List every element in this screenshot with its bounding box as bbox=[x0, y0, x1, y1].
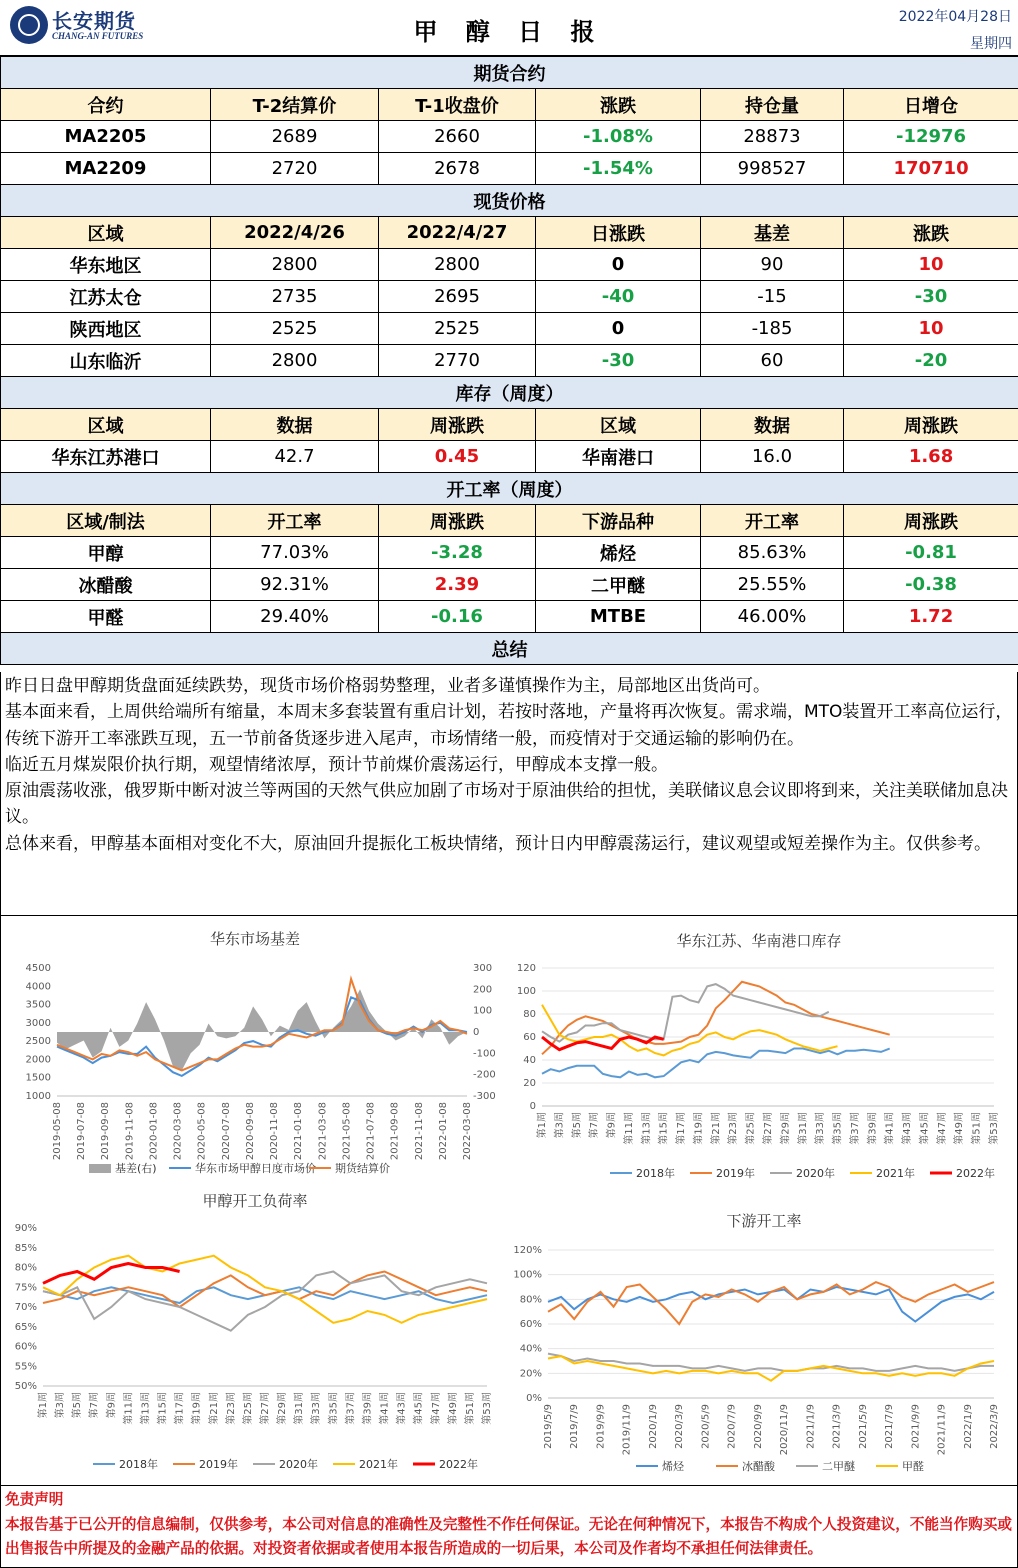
x-tick-label: 第47周 bbox=[430, 1392, 442, 1425]
downstream-operating-chart bbox=[510, 1212, 1018, 1486]
operating-cell: -0.38 bbox=[844, 569, 1018, 601]
spot-header-cell: 涨跌 bbox=[844, 217, 1018, 249]
report-header bbox=[0, 0, 1018, 56]
disclaimer-title: 免责声明 bbox=[5, 1491, 64, 1508]
x-tick-label: 第3周 bbox=[554, 1112, 566, 1139]
y-tick-label: 120 bbox=[516, 963, 536, 974]
y-tick-label: 100% bbox=[513, 1269, 542, 1281]
x-tick-label: 2022/3/9 bbox=[989, 1404, 1000, 1449]
x-tick-label: 第45周 bbox=[413, 1392, 425, 1425]
summary-paragraph: 昨日日盘甲醇期货盘面延续跌势，现货市场价格弱势整理，业者多谨慎操作为主，局部地区出货尚可。 bbox=[5, 676, 770, 696]
spot-cell: -30 bbox=[844, 281, 1018, 313]
x-tick-label: 2021/3/9 bbox=[831, 1404, 843, 1449]
x-tick-label: 第1周 bbox=[537, 1112, 548, 1139]
y-tick-label: 0 bbox=[529, 1101, 536, 1112]
x-tick-label: 2020/5/9 bbox=[700, 1404, 712, 1449]
legend-label: 2021年 bbox=[359, 1458, 398, 1471]
x-tick-label: 第31周 bbox=[294, 1392, 306, 1425]
legend-label: 2018年 bbox=[636, 1167, 675, 1180]
futures-cell: -1.54% bbox=[536, 153, 701, 185]
operating-header-cell: 区域/制法 bbox=[1, 505, 211, 537]
y-tick-label: 55% bbox=[14, 1361, 37, 1373]
x-tick-label: 第5周 bbox=[72, 1392, 84, 1419]
y-tick-label: 85% bbox=[14, 1242, 37, 1254]
operating-cell: -0.16 bbox=[379, 601, 536, 633]
y-tick-label: 80% bbox=[14, 1262, 37, 1274]
inventory-header-cell: 周涨跌 bbox=[844, 409, 1018, 441]
legend-label: 期货结算价 bbox=[335, 1162, 390, 1175]
spot-cell: -20 bbox=[844, 345, 1018, 377]
report-title: 甲 醇 日 报 bbox=[413, 18, 605, 46]
y-tick-label: 2500 bbox=[25, 1036, 51, 1048]
x-tick-label: 2022-01-08 bbox=[437, 1102, 449, 1161]
futures-header-cell: 持仓量 bbox=[701, 89, 844, 121]
series-line-2 bbox=[548, 1354, 994, 1371]
futures-cell: -12976 bbox=[844, 121, 1018, 153]
x-tick-label: 第3周 bbox=[55, 1392, 67, 1419]
futures-section-title: 期货合约 bbox=[1, 57, 1018, 89]
chart-title: 华东市场基差 bbox=[209, 930, 301, 948]
futures-header-cell: T-2结算价 bbox=[211, 89, 379, 121]
legend-label: 华东市场甲醇日度市场价 bbox=[195, 1162, 316, 1175]
y-tick-label: 65% bbox=[14, 1321, 37, 1333]
x-tick-label: 2021/1/9 bbox=[805, 1404, 817, 1449]
charts-area bbox=[0, 916, 1018, 1486]
y-tick-label: 1000 bbox=[25, 1091, 51, 1102]
futures-cell: -1.08% bbox=[536, 121, 701, 153]
spot-cell: -40 bbox=[536, 281, 701, 313]
operating-cell: 2.39 bbox=[379, 569, 536, 601]
x-tick-label: 第31周 bbox=[797, 1112, 809, 1145]
x-tick-label: 第37周 bbox=[849, 1112, 861, 1145]
inventory-section-title: 库存（周度） bbox=[1, 377, 1018, 409]
x-tick-label: 2021/9/9 bbox=[910, 1404, 922, 1449]
x-tick-label: 第9周 bbox=[106, 1392, 118, 1419]
legend-label: 2022年 bbox=[956, 1167, 995, 1180]
x-tick-label: 2019-05-08 bbox=[52, 1102, 63, 1161]
spot-section-title: 现货价格 bbox=[1, 185, 1018, 217]
summary-paragraph: 基本面来看，上周供给端所有缩量，本周末多套装置有重启计划，若按时落地，产量将再次恢复。需求端，MTO装置开工率高位运行，传统下游开工率涨跌互现，五一节前备货逐步进入尾声，市场情绪一般，而疫情对于交通运输的影响仍在。 bbox=[5, 702, 1013, 749]
spot-cell: 江苏太仓 bbox=[1, 281, 211, 313]
spot-header-cell: 日涨跌 bbox=[536, 217, 701, 249]
x-tick-label: 2020-03-08 bbox=[172, 1102, 184, 1161]
x-tick-label: 第23周 bbox=[225, 1392, 237, 1425]
spot-cell: 2525 bbox=[379, 313, 536, 345]
table-row bbox=[1, 121, 1018, 153]
inventory-cell: 16.0 bbox=[701, 441, 844, 473]
spot-cell: -30 bbox=[536, 345, 701, 377]
legend-label: 2019年 bbox=[716, 1167, 755, 1180]
operating-cell: 冰醋酸 bbox=[1, 569, 211, 601]
logo-name-en: CHANG-AN FUTURES bbox=[52, 31, 144, 41]
y-tick-label: 120% bbox=[513, 1245, 542, 1256]
table-row bbox=[1, 313, 1018, 345]
x-tick-label: 第13周 bbox=[140, 1392, 152, 1425]
spot-header-cell: 基差 bbox=[701, 217, 844, 249]
x-tick-label: 2022/1/9 bbox=[962, 1404, 974, 1449]
spot-cell: 2525 bbox=[211, 313, 379, 345]
y2-tick-label: 200 bbox=[473, 984, 493, 996]
legend-label: 二甲醚 bbox=[822, 1460, 855, 1473]
x-tick-label: 第27周 bbox=[260, 1392, 271, 1425]
x-tick-label: 第51周 bbox=[464, 1392, 476, 1425]
y-tick-label: 3500 bbox=[25, 999, 51, 1011]
spot-header-cell: 区域 bbox=[1, 217, 211, 249]
y2-tick-label: -200 bbox=[473, 1069, 496, 1081]
inventory-cell: 华南港口 bbox=[536, 441, 701, 473]
y-tick-label: 75% bbox=[14, 1282, 37, 1294]
spot-cell: 陕西地区 bbox=[1, 313, 211, 345]
x-tick-label: 第47周 bbox=[936, 1112, 948, 1145]
x-tick-label: 2020-01-08 bbox=[148, 1102, 160, 1161]
x-tick-label: 2021-01-08 bbox=[293, 1102, 305, 1161]
y-tick-label: 70% bbox=[14, 1302, 37, 1313]
logo-name-cn: 长安期货 bbox=[52, 9, 136, 33]
x-tick-label: 第17周 bbox=[676, 1112, 688, 1145]
y-tick-label: 20% bbox=[519, 1368, 542, 1380]
spot-header-cell: 2022/4/26 bbox=[211, 217, 379, 249]
spot-cell: 2800 bbox=[211, 345, 379, 377]
summary-paragraph: 临近五月煤炭限价执行期，观望情绪浓厚，预计节前煤价震荡运行，甲醇成本支撑一般。 bbox=[5, 754, 668, 775]
disclaimer-text: 本报告基于已公开的信息编制，仅供参考，本公司对信息的准确性及完整性不作任何保证。无论在何种情况下，本报告不构成个人投资建议，不能当作购买或出售报告中所提及的金融产品的依据。对投资者依据或者使用本报告所造成的一切后果，本公司及作者均不承担任何法律责任。 bbox=[5, 1515, 1012, 1557]
y-tick-label: 4500 bbox=[25, 963, 51, 974]
inventory-header-cell: 周涨跌 bbox=[379, 409, 536, 441]
y-tick-label: 80 bbox=[523, 1009, 536, 1020]
x-tick-label: 第33周 bbox=[815, 1112, 827, 1145]
spot-cell: 90 bbox=[701, 249, 844, 281]
x-tick-label: 2021/7/9 bbox=[884, 1404, 896, 1449]
table-row bbox=[1, 601, 1018, 633]
spot-cell: 2695 bbox=[379, 281, 536, 313]
x-tick-label: 第49周 bbox=[447, 1392, 459, 1425]
spot-cell: -185 bbox=[701, 313, 844, 345]
x-tick-label: 2020/7/9 bbox=[726, 1404, 738, 1449]
x-tick-label: 第23周 bbox=[728, 1112, 740, 1145]
summary-paragraph: 原油震荡收涨，俄罗斯中断对波兰等两国的天然气供应加剧了市场对于原油供给的担忧，美联储议息会议即将到来，关注美联储加息决议。 bbox=[5, 781, 1008, 828]
futures-cell: MA2209 bbox=[1, 153, 211, 185]
operating-cell: 46.00% bbox=[701, 601, 844, 633]
x-tick-label: 2019/5/9 bbox=[543, 1404, 554, 1449]
futures-cell: 2689 bbox=[211, 121, 379, 153]
futures-header-cell: T-1收盘价 bbox=[379, 89, 536, 121]
operating-header-cell: 周涨跌 bbox=[844, 505, 1018, 537]
x-tick-label: 第37周 bbox=[345, 1392, 357, 1425]
x-tick-label: 第11周 bbox=[123, 1392, 135, 1425]
operating-cell: MTBE bbox=[536, 601, 701, 633]
x-tick-label: 2019/9/9 bbox=[595, 1404, 607, 1449]
x-tick-label: 2020-11-08 bbox=[269, 1102, 281, 1161]
y2-tick-label: -100 bbox=[473, 1048, 496, 1060]
table-row bbox=[1, 537, 1018, 569]
x-tick-label: 第15周 bbox=[157, 1392, 169, 1425]
x-tick-label: 2022-03-08 bbox=[462, 1102, 473, 1161]
y-tick-label: 2000 bbox=[25, 1054, 51, 1066]
y-tick-label: 40 bbox=[523, 1055, 536, 1066]
y-tick-label: 3000 bbox=[25, 1017, 51, 1029]
x-tick-label: 第25周 bbox=[745, 1112, 757, 1145]
disclaimer bbox=[0, 1486, 1018, 1568]
x-tick-label: 2020/1/9 bbox=[647, 1404, 659, 1449]
x-tick-label: 第41周 bbox=[884, 1112, 896, 1145]
y-tick-label: 60 bbox=[523, 1032, 536, 1043]
x-tick-label: 第43周 bbox=[902, 1112, 914, 1145]
x-tick-label: 2021-11-08 bbox=[413, 1102, 425, 1161]
futures-cell: 2660 bbox=[379, 121, 536, 153]
x-tick-label: 2019-11-08 bbox=[124, 1102, 136, 1161]
y-tick-label: 50% bbox=[14, 1381, 37, 1392]
x-tick-label: 2020/3/9 bbox=[674, 1404, 686, 1449]
x-tick-label: 第7周 bbox=[89, 1392, 101, 1419]
legend-swatch bbox=[89, 1164, 111, 1173]
inventory-cell: 0.45 bbox=[379, 441, 536, 473]
y-tick-label: 4000 bbox=[25, 981, 51, 993]
futures-cell: 2720 bbox=[211, 153, 379, 185]
operating-cell: 85.63% bbox=[701, 537, 844, 569]
operating-cell: 29.40% bbox=[211, 601, 379, 633]
operating-cell: -3.28 bbox=[379, 537, 536, 569]
x-tick-label: 第11周 bbox=[623, 1112, 635, 1145]
inventory-header-cell: 数据 bbox=[701, 409, 844, 441]
x-tick-label: 第7周 bbox=[589, 1112, 601, 1139]
y-tick-label: 60% bbox=[519, 1319, 542, 1330]
y2-tick-label: -300 bbox=[473, 1091, 496, 1102]
legend-label: 2020年 bbox=[796, 1167, 835, 1180]
y-tick-label: 20 bbox=[523, 1078, 536, 1089]
port-inventory-chart bbox=[510, 916, 1018, 1186]
operating-cell: 甲醇 bbox=[1, 537, 211, 569]
futures-header-cell: 涨跌 bbox=[536, 89, 701, 121]
y-tick-label: 80% bbox=[519, 1294, 542, 1306]
operating-header-cell: 周涨跌 bbox=[379, 505, 536, 537]
x-tick-label: 第19周 bbox=[693, 1112, 705, 1145]
series-line-4 bbox=[43, 1264, 180, 1284]
inventory-header-cell: 区域 bbox=[1, 409, 211, 441]
y-tick-label: 1500 bbox=[25, 1072, 51, 1084]
inventory-cell: 华东江苏港口 bbox=[1, 441, 211, 473]
basis-chart bbox=[1, 916, 510, 1186]
x-tick-label: 第53周 bbox=[989, 1112, 1000, 1145]
x-tick-label: 第17周 bbox=[174, 1392, 186, 1425]
x-tick-label: 第39周 bbox=[867, 1112, 879, 1145]
legend-label: 2018年 bbox=[119, 1458, 158, 1471]
legend-label: 2020年 bbox=[279, 1458, 318, 1471]
x-tick-label: 第5周 bbox=[571, 1112, 583, 1139]
x-tick-label: 第29周 bbox=[780, 1112, 792, 1145]
operating-header-cell: 开工率 bbox=[211, 505, 379, 537]
x-tick-label: 2020/11/9 bbox=[779, 1404, 791, 1456]
operating-header-cell: 开工率 bbox=[701, 505, 844, 537]
futures-cell: 998527 bbox=[701, 153, 844, 185]
spot-cell: 0 bbox=[536, 249, 701, 281]
x-tick-label: 2019/7/9 bbox=[569, 1404, 581, 1449]
futures-header-cell: 日增仓 bbox=[844, 89, 1018, 121]
operating-cell: 甲醛 bbox=[1, 601, 211, 633]
inventory-header-cell: 区域 bbox=[536, 409, 701, 441]
spot-cell: 2770 bbox=[379, 345, 536, 377]
table-row bbox=[1, 569, 1018, 601]
series-line-2 bbox=[542, 984, 829, 1042]
spot-cell: 华东地区 bbox=[1, 249, 211, 281]
table-row bbox=[1, 281, 1018, 313]
legend-label: 基差(右) bbox=[115, 1162, 157, 1175]
x-tick-label: 2021-09-08 bbox=[389, 1102, 401, 1161]
operating-cell: -0.81 bbox=[844, 537, 1018, 569]
x-tick-label: 第29周 bbox=[277, 1392, 289, 1425]
y-tick-label: 100 bbox=[516, 986, 536, 997]
series-line-2 bbox=[43, 1272, 487, 1331]
inventory-header-cell: 数据 bbox=[211, 409, 379, 441]
x-tick-label: 第25周 bbox=[242, 1392, 254, 1425]
legend-label: 2021年 bbox=[876, 1167, 915, 1180]
y2-tick-label: 0 bbox=[473, 1027, 480, 1038]
spot-cell: 10 bbox=[844, 249, 1018, 281]
x-tick-label: 第1周 bbox=[38, 1392, 49, 1419]
spot-cell: 2800 bbox=[379, 249, 536, 281]
operating-header-cell: 下游品种 bbox=[536, 505, 701, 537]
x-tick-label: 第41周 bbox=[379, 1392, 391, 1425]
y-tick-label: 60% bbox=[14, 1341, 37, 1353]
x-tick-label: 2019/11/9 bbox=[621, 1404, 633, 1456]
legend-label: 2019年 bbox=[199, 1458, 238, 1471]
x-tick-label: 2020-07-08 bbox=[220, 1102, 232, 1161]
chart-title: 下游开工率 bbox=[726, 1212, 802, 1230]
x-tick-label: 第27周 bbox=[763, 1112, 774, 1145]
y2-tick-label: 100 bbox=[473, 1005, 493, 1017]
x-tick-label: 第45周 bbox=[919, 1112, 931, 1145]
operating-cell: 92.31% bbox=[211, 569, 379, 601]
futures-cell: 170710 bbox=[844, 153, 1018, 185]
operating-cell: 77.03% bbox=[211, 537, 379, 569]
x-tick-label: 第21周 bbox=[208, 1392, 220, 1425]
futures-cell: 2678 bbox=[379, 153, 536, 185]
operating-section-title: 开工率（周度） bbox=[1, 473, 1018, 505]
summary-section-title: 总结 bbox=[1, 633, 1018, 665]
futures-cell: 28873 bbox=[701, 121, 844, 153]
chart-title: 甲醇开工负荷率 bbox=[202, 1192, 308, 1210]
legend-label: 冰醋酸 bbox=[742, 1460, 775, 1473]
x-tick-label: 2020/9/9 bbox=[752, 1404, 764, 1449]
summary-text bbox=[0, 672, 1018, 916]
spot-cell: 10 bbox=[844, 313, 1018, 345]
table-row bbox=[1, 153, 1018, 185]
inventory-cell: 42.7 bbox=[211, 441, 379, 473]
y2-tick-label: 300 bbox=[473, 963, 493, 974]
x-tick-label: 第21周 bbox=[710, 1112, 722, 1145]
x-tick-label: 第19周 bbox=[191, 1392, 203, 1425]
chart-title: 华东江苏、华南港口库存 bbox=[676, 932, 842, 950]
operating-cell: 烯烃 bbox=[536, 537, 701, 569]
spot-cell: 2735 bbox=[211, 281, 379, 313]
y-tick-label: 90% bbox=[14, 1223, 37, 1234]
y-tick-label: 40% bbox=[519, 1343, 542, 1355]
x-tick-label: 2019-07-08 bbox=[76, 1102, 88, 1161]
series-line-3 bbox=[43, 1256, 487, 1323]
x-tick-label: 2020-05-08 bbox=[196, 1102, 208, 1161]
x-tick-label: 第35周 bbox=[328, 1392, 340, 1425]
spot-header-cell: 2022/4/27 bbox=[379, 217, 536, 249]
x-tick-label: 2021/11/9 bbox=[936, 1404, 948, 1456]
x-tick-label: 第39周 bbox=[362, 1392, 374, 1425]
futures-header-cell: 合约 bbox=[1, 89, 211, 121]
y-tick-label: 0% bbox=[526, 1393, 542, 1404]
x-tick-label: 第9周 bbox=[606, 1112, 618, 1139]
x-tick-label: 第43周 bbox=[396, 1392, 408, 1425]
x-tick-label: 2021-05-08 bbox=[341, 1102, 353, 1161]
legend-label: 烯烃 bbox=[662, 1460, 684, 1473]
x-tick-label: 第53周 bbox=[482, 1392, 493, 1425]
x-tick-label: 第13周 bbox=[641, 1112, 653, 1145]
x-tick-label: 2021-03-08 bbox=[317, 1102, 329, 1161]
series-line-1 bbox=[548, 1282, 994, 1324]
table-row bbox=[1, 249, 1018, 281]
futures-cell: MA2205 bbox=[1, 121, 211, 153]
report-date: 2022年04月28日 bbox=[898, 9, 1012, 25]
x-tick-label: 2020-09-08 bbox=[244, 1102, 256, 1161]
operating-cell: 1.72 bbox=[844, 601, 1018, 633]
x-tick-label: 第35周 bbox=[832, 1112, 844, 1145]
operating-cell: 25.55% bbox=[701, 569, 844, 601]
x-tick-label: 2021/5/9 bbox=[857, 1404, 869, 1449]
spot-cell: 60 bbox=[701, 345, 844, 377]
x-tick-label: 第33周 bbox=[311, 1392, 323, 1425]
summary-paragraph: 总体来看，甲醇基本面相对变化不大，原油回升提振化工板块情绪，预计日内甲醇震荡运行，建议观望或短差操作为主。仅供参考。 bbox=[5, 833, 991, 854]
x-tick-label: 第15周 bbox=[658, 1112, 670, 1145]
spot-cell: 0 bbox=[536, 313, 701, 345]
x-tick-label: 2019-09-08 bbox=[100, 1102, 112, 1161]
spot-cell: 山东临沂 bbox=[1, 345, 211, 377]
legend-label: 2022年 bbox=[439, 1458, 478, 1471]
x-tick-label: 2021-07-08 bbox=[365, 1102, 377, 1161]
x-tick-label: 第51周 bbox=[971, 1112, 983, 1145]
legend-label: 甲醛 bbox=[902, 1460, 924, 1473]
x-tick-label: 第49周 bbox=[954, 1112, 966, 1145]
series-line-0 bbox=[542, 1049, 890, 1078]
spot-cell: -15 bbox=[701, 281, 844, 313]
inventory-cell: 1.68 bbox=[844, 441, 1018, 473]
operating-cell: 二甲醚 bbox=[536, 569, 701, 601]
series-line-1 bbox=[43, 1272, 487, 1308]
table-row bbox=[1, 345, 1018, 377]
methanol-operating-chart bbox=[1, 1184, 510, 1486]
data-table bbox=[0, 56, 1018, 665]
spot-cell: 2800 bbox=[211, 249, 379, 281]
report-weekday: 星期四 bbox=[970, 36, 1012, 52]
table-row bbox=[1, 441, 1018, 473]
